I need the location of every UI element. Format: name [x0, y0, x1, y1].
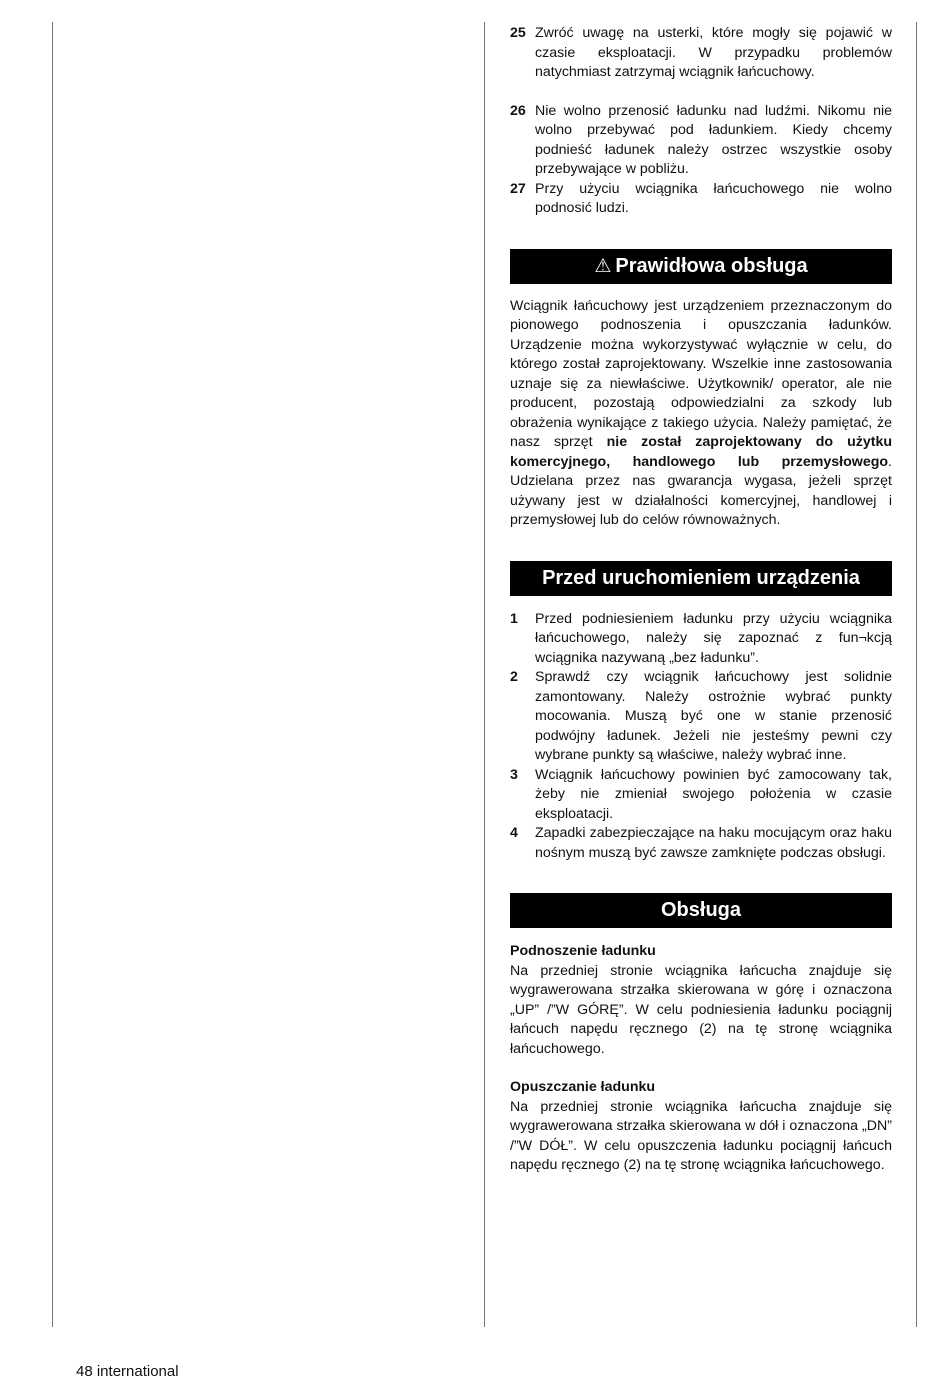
list-item [510, 102, 892, 180]
item-number: 26 [510, 102, 526, 119]
paragraph-bold-text: nie został zaprojektowany do użytku komercyjnego, handlowego lub przemysłowego [510, 434, 892, 470]
section-title: Prawidłowa obsługa [615, 254, 808, 277]
left-margin-rule [52, 22, 53, 1327]
lowering-subheading: Opuszczanie ładunku [510, 1079, 656, 1095]
section-title: Obsługa [660, 899, 741, 921]
item-text: Przed podniesieniem ładunku przy użyciu wciągnika łańcuchowego, należy się zapoznać z fun¬kcją wciągnika nazywaną „bez ładunku”. [535, 610, 892, 666]
list-item [510, 668, 892, 766]
right-text-column [510, 24, 892, 1176]
list-item [510, 610, 892, 669]
section-heading-proper-use [510, 249, 892, 284]
paragraph-text: Wciągnik łańcuchowy jest urządzeniem przeznaczonym do pionowego podnoszenia i opuszczania ładunków. Urządzenie można wykorzystywać wyłącznie w celu, do którego został zaprojektowany. Wszelkie inne zastosowania uznaje się za niewłaściwe. Użytkownik/ operator, ale nie producent, pozostają odpowiedzialni za szkody lub obrażenia wynikające z takiego użycia. Należy pamiętać, że nasz sprzęt [510, 297, 892, 450]
lifting-paragraph: Na przedniej stronie wciągnika łańcucha znajduje się wygrawerowana strzałka skierowana w górę i oznaczona „UP” /”W GÓRĘ”. W celu podniesienia ładunku pociągnij łańcuch napędu ręcznego (2) na tę stronę wciągnika łańcuchowego. [510, 962, 892, 1057]
before-start-list [510, 610, 892, 864]
item-text: Nie wolno przenosić ładunku nad ludźmi. Nikomu nie wolno przebywać pod ładunkiem. Kiedy chcemy podnieść ładunek należy ostrzec wszystkie osoby przebywające w pobliżu. [535, 102, 892, 177]
list-item [510, 824, 892, 863]
item-text: Wciągnik łańcuchowy powinien być zamocowany tak, żeby nie zmieniał swojego położenia w czasie eksploatacji. [535, 766, 892, 822]
list-item [510, 24, 892, 83]
section-heading-operation [510, 893, 892, 928]
item-text: Sprawdź czy wciągnik łańcuchowy jest solidnie zamontowany. Należy ostrożnie wybrać punkty mocowania. Muszą być one w stanie przenosić podwójny ładunek. Jeżeli nie jesteśmy pewni czy wybrane punkty są właściwe, należy wybrać inne. [535, 669, 892, 763]
lowering-paragraph: Na przedniej stronie wciągnika łańcucha znajduje się wygrawerowana strzałka skierowana w dół i oznaczona „DN” /”W DÓŁ”. W celu opuszczenia ładunku pociągnij łańcuch napędu ręcznego (2) na tę stronę wciągnika łańcuchowego. [510, 1098, 892, 1173]
item-number: 3 [510, 766, 518, 783]
item-text: Zwróć uwagę na usterki, które mogły się pojawić w czasie eksploatacji. W przypadku problemów natychmiast zatrzymaj wciągnik łańcuchowy. [535, 25, 892, 80]
item-number: 1 [510, 610, 518, 627]
item-number: 2 [510, 669, 518, 685]
item-number: 27 [510, 180, 526, 197]
proper-use-paragraph [510, 297, 892, 531]
column-divider-rule [484, 22, 485, 1327]
section-heading-before-start [510, 561, 892, 596]
item-text: Przy użyciu wciągnika łańcuchowego nie wolno podnosić ludzi. [535, 180, 892, 216]
section-title: Przed uruchomieniem urządzenia [542, 566, 860, 589]
paragraph-text: . Udzielana przez nas gwarancja wygasa, jeżeli sprzęt używany jest w działalności komercyjnej, handlowej i przemysłowej lub do celów równoważnych. [510, 453, 892, 528]
item-number: 4 [510, 825, 518, 841]
lifting-subheading: Podnoszenie ładunku [510, 943, 656, 959]
page-footer: 48 international [76, 1363, 179, 1380]
list-item [510, 766, 892, 825]
item-text: Zapadki zabezpieczające na haku mocującym oraz haku nośnym muszą być zawsze zamknięte podczas obsługi. [535, 825, 892, 861]
right-margin-rule [916, 22, 917, 1327]
list-item [510, 180, 892, 219]
warning-triangle-icon: ⚠ [594, 255, 612, 277]
item-number: 25 [510, 25, 526, 41]
